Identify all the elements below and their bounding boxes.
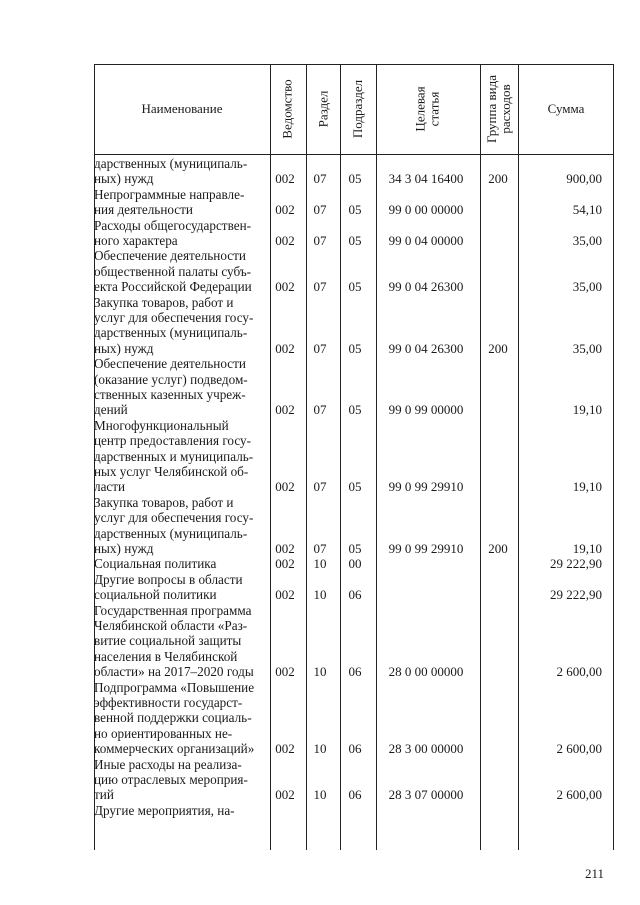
row-name-line: коммерческих организаций» <box>94 741 255 757</box>
row-name-line: ного характера <box>94 232 178 248</box>
row-vedomstvo: 002 <box>275 171 295 187</box>
row-tselevaya-statya: 99 0 04 26300 <box>388 340 464 356</box>
row-name-line: но ориентированных не- <box>94 725 233 741</box>
row-vedomstvo: 002 <box>275 340 295 356</box>
row-name-line: Обеспечение деятельности <box>94 356 246 372</box>
header-tselevaya-label <box>414 86 442 131</box>
row-name-line: Расходы общегосударствен- <box>94 217 252 233</box>
row-razdel: 07 <box>313 279 327 295</box>
row-name-line: ных) нужд <box>94 540 154 556</box>
row-podrazdel: 05 <box>348 171 362 187</box>
row-tselevaya-statya: 28 0 00 00000 <box>388 664 464 680</box>
row-name <box>94 556 266 571</box>
table-row <box>94 803 614 818</box>
header-vedomstvo <box>270 64 306 154</box>
row-tselevaya-statya: 28 3 00 00000 <box>388 741 464 757</box>
header-tselevaya-line2: статья <box>426 91 442 127</box>
header-vedomstvo-label: Ведомство <box>280 79 295 139</box>
table-row <box>94 603 614 680</box>
row-name <box>94 418 266 495</box>
table-row <box>94 680 614 757</box>
row-name-line: Государственная программа <box>94 602 252 618</box>
row-vedomstvo: 002 <box>275 540 295 556</box>
row-summa: 54,10 <box>572 202 602 218</box>
row-razdel: 10 <box>313 787 327 803</box>
row-name-line: социальной политики <box>94 587 217 603</box>
row-name-line: Закупка товаров, работ и <box>94 494 234 510</box>
row-vedomstvo: 002 <box>275 232 295 248</box>
row-name <box>94 187 266 218</box>
row-summa: 29 222,90 <box>550 587 602 603</box>
row-name-line: (оказание услуг) подведом- <box>94 371 248 387</box>
table-row <box>94 495 614 557</box>
row-name-line: ния деятельности <box>94 202 193 218</box>
header-gruppa-label <box>485 75 513 143</box>
row-gruppa-vida: 200 <box>488 340 508 356</box>
row-name-line: дений <box>94 402 128 418</box>
row-name <box>94 156 266 187</box>
row-name-line: ных) нужд <box>94 171 154 187</box>
header-tselevaya-line1: Целевая <box>412 86 428 132</box>
row-name-line: услуг для обеспечения госу- <box>94 510 254 526</box>
row-tselevaya-statya: 99 0 04 26300 <box>388 279 464 295</box>
row-vedomstvo: 002 <box>275 556 295 572</box>
row-summa: 35,00 <box>572 232 602 248</box>
table-row <box>94 556 614 571</box>
row-gruppa-vida: 200 <box>488 171 508 187</box>
row-vedomstvo: 002 <box>275 664 295 680</box>
row-name-line: Иные расходы на реализа- <box>94 756 242 772</box>
row-razdel: 10 <box>313 664 327 680</box>
header-gruppa-line2: расходов <box>498 84 514 134</box>
row-name-line: тий <box>94 787 114 803</box>
row-name <box>94 495 266 557</box>
row-razdel: 10 <box>313 741 327 757</box>
row-razdel: 07 <box>313 171 327 187</box>
row-summa: 19,10 <box>572 402 602 418</box>
row-name <box>94 603 266 680</box>
row-name-line: Многофункциональный <box>94 417 229 433</box>
table-row <box>94 418 614 495</box>
header-podrazdel-label: Подраздел <box>350 79 366 139</box>
header-divider <box>94 154 614 155</box>
row-name-line: Другие мероприятия, на- <box>94 802 235 818</box>
row-razdel: 07 <box>313 479 327 495</box>
row-name-line: витие социальной защиты <box>94 633 242 649</box>
row-name-line: дарственных (муниципаль- <box>94 156 248 171</box>
row-vedomstvo: 002 <box>275 279 295 295</box>
row-vedomstvo: 002 <box>275 787 295 803</box>
row-name-line: Челябинской области «Раз- <box>94 617 248 633</box>
row-name-line: Другие вопросы в области <box>94 571 243 587</box>
row-name-line: области» на 2017–2020 годы <box>94 664 254 680</box>
row-tselevaya-statya: 99 0 00 00000 <box>388 202 464 218</box>
row-podrazdel: 00 <box>348 556 362 572</box>
row-name-line: дарственных (муниципаль- <box>94 525 248 541</box>
row-name <box>94 218 266 249</box>
header-summa-label: Сумма <box>547 101 585 116</box>
row-podrazdel: 05 <box>348 540 362 556</box>
header-tselevaya <box>376 64 480 154</box>
row-summa: 29 222,90 <box>550 556 602 572</box>
row-razdel: 07 <box>313 202 327 218</box>
row-name-line: населения в Челябинской <box>94 648 238 664</box>
header-gruppa <box>480 64 518 154</box>
row-podrazdel: 05 <box>348 340 362 356</box>
row-name-line: Социальная политика <box>94 556 217 572</box>
row-podrazdel: 06 <box>348 587 362 603</box>
table-row <box>94 218 614 249</box>
row-razdel: 07 <box>313 232 327 248</box>
row-tselevaya-statya: 99 0 99 29910 <box>388 540 464 556</box>
table-row <box>94 757 614 803</box>
table-row <box>94 156 614 187</box>
table-row <box>94 572 614 603</box>
row-podrazdel: 05 <box>348 402 362 418</box>
table-row <box>94 295 614 357</box>
row-name-line: дарственных и муниципаль- <box>94 448 254 464</box>
row-name-line: дарственных (муниципаль- <box>94 325 248 341</box>
table-row <box>94 356 614 418</box>
row-name-line: цию отраслевых мероприя- <box>94 771 248 787</box>
row-name <box>94 757 266 803</box>
row-name-line: Подпрограмма «Повышение <box>94 679 255 695</box>
row-name-line: общественной палаты субъ- <box>94 263 252 279</box>
row-podrazdel: 06 <box>348 664 362 680</box>
table-row <box>94 187 614 218</box>
row-name-line: услуг для обеспечения госу- <box>94 309 254 325</box>
row-summa: 2 600,00 <box>556 741 602 757</box>
header-razdel-label: Раздел <box>315 90 330 128</box>
row-name-line: Закупка товаров, работ и <box>94 294 234 310</box>
row-podrazdel: 05 <box>348 479 362 495</box>
row-vedomstvo: 002 <box>275 202 295 218</box>
row-name-line: ственных казенных учреж- <box>94 386 246 402</box>
row-podrazdel: 06 <box>348 787 362 803</box>
row-name-line: ласти <box>94 479 126 495</box>
row-vedomstvo: 002 <box>275 479 295 495</box>
row-name-line: Непрограммные направле- <box>94 186 245 202</box>
header-name <box>94 64 270 154</box>
row-tselevaya-statya: 99 0 99 00000 <box>388 402 464 418</box>
row-name-line: эффективности государст- <box>94 694 243 710</box>
row-razdel: 10 <box>313 587 327 603</box>
header-summa <box>518 64 614 154</box>
header-name-label: Наименование <box>141 101 223 116</box>
budget-table <box>94 64 614 850</box>
row-name-line: Обеспечение деятельности <box>94 248 246 264</box>
row-summa: 2 600,00 <box>556 787 602 803</box>
row-razdel: 07 <box>313 540 327 556</box>
row-razdel: 10 <box>313 556 327 572</box>
row-vedomstvo: 002 <box>275 587 295 603</box>
row-summa: 19,10 <box>572 540 602 556</box>
row-gruppa-vida: 200 <box>488 540 508 556</box>
header-razdel <box>306 64 340 154</box>
row-summa: 35,00 <box>572 279 602 295</box>
table-row <box>94 248 614 294</box>
header-gruppa-line1: Группа вида <box>484 75 500 143</box>
row-name-line: венной поддержки социаль- <box>94 710 252 726</box>
row-vedomstvo: 002 <box>275 402 295 418</box>
row-summa: 19,10 <box>572 479 602 495</box>
row-name <box>94 295 266 357</box>
page-number: 211 <box>585 866 605 881</box>
row-podrazdel: 05 <box>348 202 362 218</box>
row-name-line: екта Российской Федерации <box>94 279 252 295</box>
header-podrazdel <box>340 64 376 154</box>
row-name-line: ных) нужд <box>94 340 154 356</box>
row-vedomstvo: 002 <box>275 741 295 757</box>
row-name <box>94 572 266 603</box>
row-summa: 2 600,00 <box>556 664 602 680</box>
row-tselevaya-statya: 99 0 99 29910 <box>388 479 464 495</box>
row-name <box>94 803 266 818</box>
row-name <box>94 356 266 418</box>
row-tselevaya-statya: 28 3 07 00000 <box>388 787 464 803</box>
row-podrazdel: 05 <box>348 279 362 295</box>
row-name-line: центр предоставления госу- <box>94 433 252 449</box>
row-tselevaya-statya: 99 0 04 00000 <box>388 232 464 248</box>
row-tselevaya-statya: 34 3 04 16400 <box>388 171 464 187</box>
row-name-line: ных услуг Челябинской об- <box>94 463 249 479</box>
row-name <box>94 248 266 294</box>
row-summa: 900,00 <box>566 171 602 187</box>
row-razdel: 07 <box>313 340 327 356</box>
row-name <box>94 680 266 757</box>
row-podrazdel: 05 <box>348 232 362 248</box>
row-summa: 35,00 <box>572 340 602 356</box>
row-razdel: 07 <box>313 402 327 418</box>
row-podrazdel: 06 <box>348 741 362 757</box>
